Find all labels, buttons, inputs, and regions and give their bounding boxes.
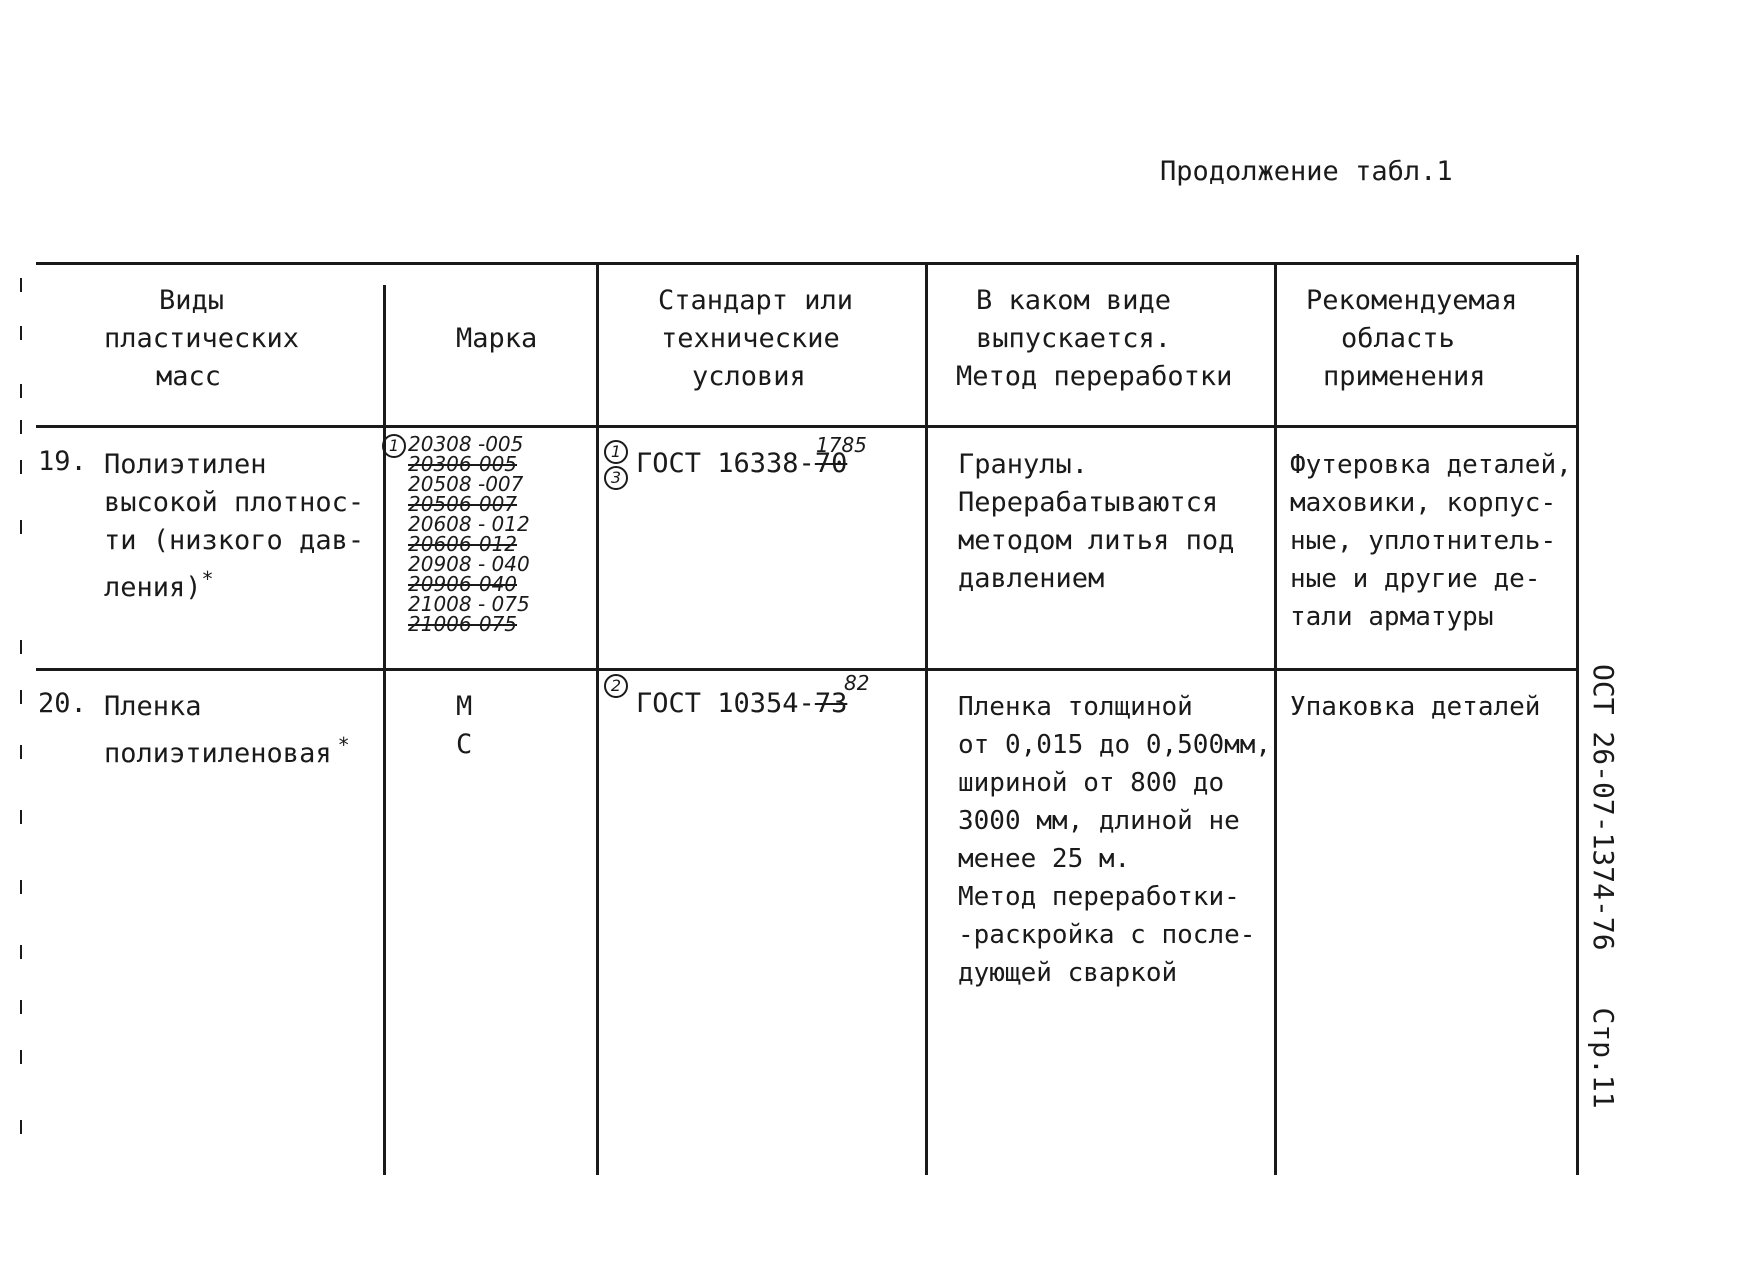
header-types (104, 282, 299, 396)
mark-new: 21008 - 075 (408, 592, 530, 616)
row-19-form-line: Перерабатываются (958, 487, 1219, 518)
row-19-name-line: ти (низкого дав- (104, 525, 365, 556)
row-20-form-line: шириной от 800 до (958, 768, 1225, 798)
row-20-form-line: менее 25 м. (958, 844, 1131, 874)
header-types-line: масс (156, 361, 222, 392)
row-20-form (958, 688, 1271, 992)
standard-old-year: 73 (814, 688, 848, 719)
row-19-application-line: Футеровка деталей, (1290, 450, 1572, 480)
header-standard-line: условия (692, 361, 806, 392)
row-20-form-line: -раскройка с после- (958, 920, 1256, 950)
row-20-form-line: 3000 мм, длиной не (958, 806, 1240, 836)
standard-text (636, 448, 847, 479)
header-form-line: Метод переработки (956, 361, 1233, 392)
row-20-asterisk: * (337, 733, 350, 757)
row-19-form-line: давлением (958, 563, 1105, 594)
row-19-application-line: ные и другие де- (1290, 564, 1541, 594)
row-20-mark: С (456, 729, 473, 760)
row-19-asterisk: * (201, 567, 214, 591)
row-19-form (958, 446, 1234, 598)
standard-old-year: 70 (814, 448, 848, 479)
header-form (956, 282, 1232, 396)
row-19-name-line (104, 560, 364, 607)
row-19-form-line: Гранулы. (958, 449, 1089, 480)
standard-circle: 2 (604, 674, 628, 698)
mark-new: 20608 - 012 (408, 512, 530, 536)
header-types-line: Виды (159, 285, 225, 316)
header-form-line: В каком виде (976, 285, 1172, 316)
standard-text (636, 688, 847, 719)
header-application (1306, 282, 1517, 396)
row-19-application (1290, 446, 1572, 636)
row-19-name-line: высокой плотнос- (104, 487, 365, 518)
standard-base: ГОСТ 16338- (636, 448, 815, 479)
side-page-number: Стр.11 (1587, 1007, 1620, 1109)
mark-old: 21006-075 (408, 612, 518, 636)
row-19-application-line: ные, уплотнитель- (1290, 526, 1557, 556)
mark-old: 20606-012 (408, 532, 518, 556)
standard-base: ГОСТ 10354- (636, 688, 815, 719)
row-20-application-line: Упаковка деталей (1290, 692, 1541, 722)
row-19-name (104, 446, 364, 607)
header-standard-line: технические (661, 323, 840, 354)
header-application-line: Рекомендуемая (1306, 285, 1518, 316)
header-mark-line: Марка (456, 323, 538, 354)
standard-circle: 1 (604, 440, 628, 464)
header-application-line: область (1341, 323, 1455, 354)
row-20-mark: М (456, 691, 473, 722)
row-20-number: 20. (38, 688, 87, 719)
mark-old: 20306-005 (408, 452, 518, 476)
row-19-application-line: маховики, корпус- (1290, 488, 1557, 518)
row-20-application (1290, 688, 1540, 726)
row-20-name (104, 688, 350, 773)
row-19-name-line: Полиэтилен (104, 449, 267, 480)
row-20-form-line: дующей сваркой (958, 958, 1178, 988)
mark-new: 20508 -007 (408, 472, 524, 496)
row-20-form-line: Метод переработки- (958, 882, 1240, 912)
row-19-application-line: тали арматуры (1290, 602, 1494, 632)
header-application-line: применения (1323, 361, 1486, 392)
side-code (1587, 664, 1620, 1144)
mark-old: 20906-040 (408, 572, 518, 596)
row-20-form-line: Пленка толщиной (958, 692, 1193, 722)
row-20-marks (456, 688, 472, 764)
row-20-name-last: полиэтиленовая (104, 738, 332, 769)
header-mark (456, 320, 537, 358)
standard-new-year (844, 666, 869, 697)
mark-new: 20908 - 040 (408, 552, 530, 576)
row-20-name-line (104, 726, 350, 773)
side-code-text: ОСТ 26-07-1374-76 (1587, 664, 1620, 951)
header-form-line: выпускается. (976, 323, 1172, 354)
mark-new: 20308 -005 (408, 432, 524, 456)
continuation-title: Продолжение табл.1 (1160, 156, 1453, 187)
standard-circle: 3 (604, 466, 628, 490)
standard-new-year-text: 1785 (816, 433, 867, 457)
row-19-form-line: методом литья под (958, 525, 1235, 556)
row-19-name-last: ления) (104, 572, 202, 603)
mark-old: 20506-007 (408, 492, 518, 516)
standard-new-year-text: 82 (844, 671, 870, 695)
row-20-name-line: Пленка (104, 691, 202, 722)
header-standard (658, 282, 853, 396)
header-standard-line: Стандарт или (658, 285, 854, 316)
row-20-form-line: от 0,015 до 0,500мм, (958, 730, 1272, 760)
marks-circle-1: 1 (382, 434, 406, 458)
row-19-number: 19. (38, 446, 87, 477)
header-types-line: пластических (104, 323, 300, 354)
